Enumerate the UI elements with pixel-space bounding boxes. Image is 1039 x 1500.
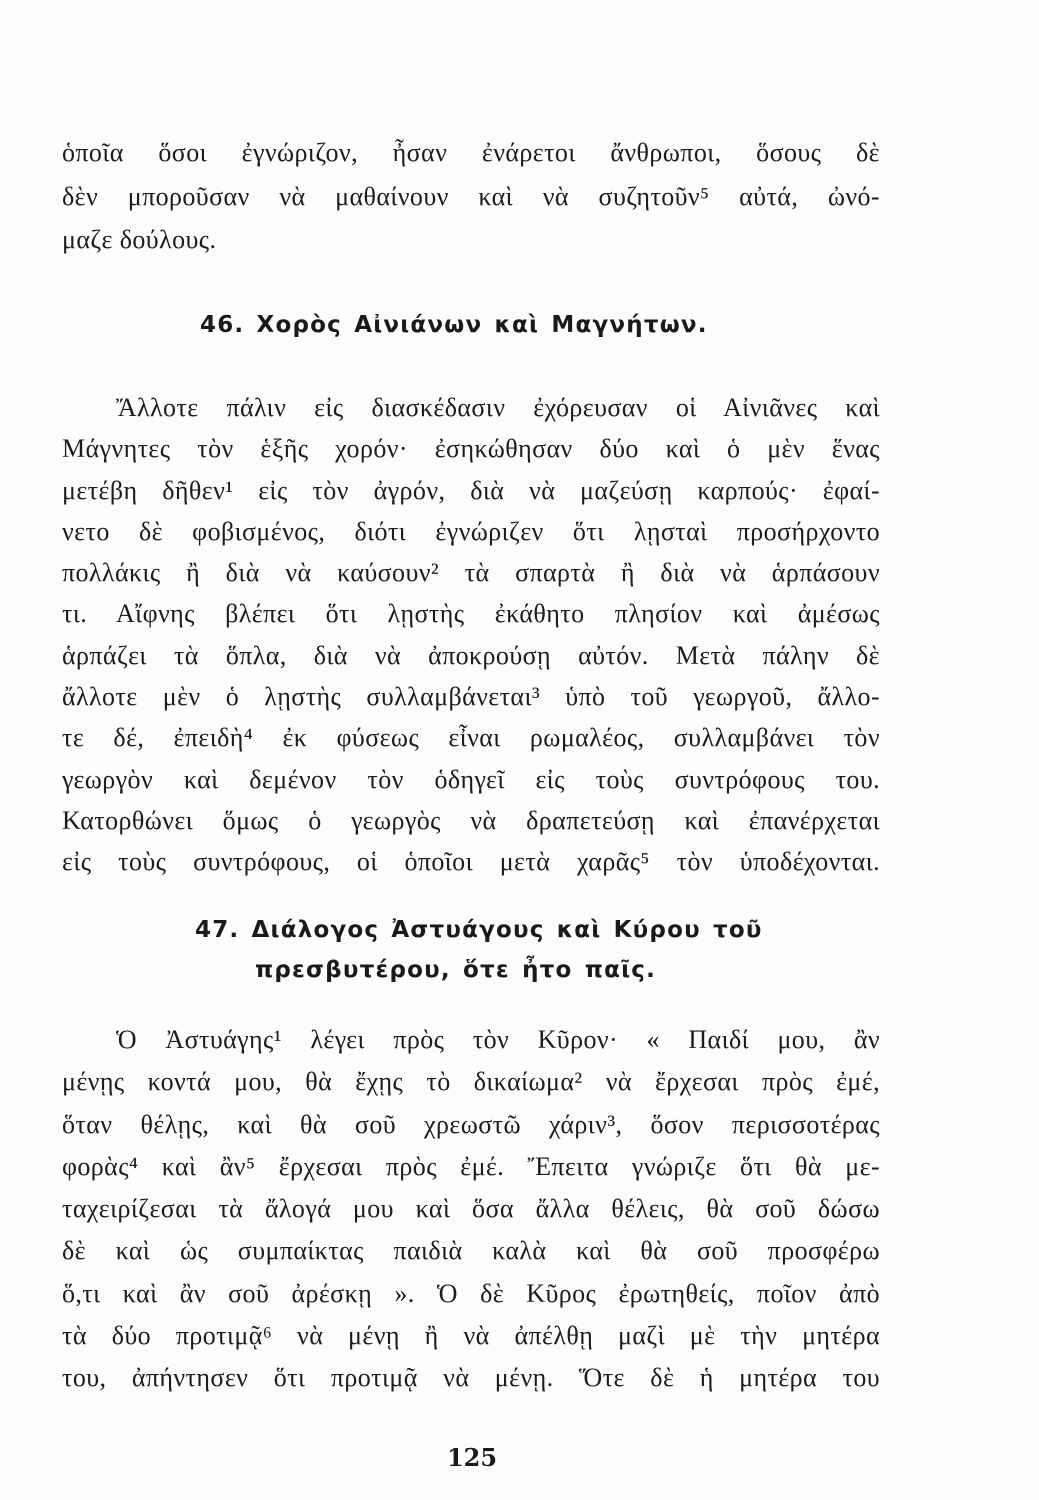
page-number: 125 bbox=[446, 1443, 498, 1472]
text-line: Κατορθώνει ὅμως ὁ γεωργὸς νὰ δραπετεύσῃ καὶ ἐπανέρχεται bbox=[62, 805, 880, 835]
text-line: Ὁ Ἀστυάγης¹ λέγει πρὸς τὸν Κῦρον· « Παιδί μου, ἂν bbox=[116, 1025, 880, 1054]
section-heading: 46. Χορὸς Αἰνιάνων καὶ Μαγνήτων. bbox=[200, 312, 708, 338]
text-line: ταχειρίζεσαι τὰ ἄλογά μου καὶ ὅσα ἄλλα θέλεις, θὰ σοῦ δώσω bbox=[62, 1194, 880, 1223]
text-line: δὲ καὶ ὡς συμπαίκτας παιδιὰ καλὰ καὶ θὰ σοῦ προσφέρω bbox=[62, 1236, 880, 1266]
text-line: νετο δὲ φοβισμένος, διότι ἐγνώριζεν ὅτι λῃσταὶ προσήρχοντο bbox=[62, 516, 880, 546]
text-line: μαζε δούλους. bbox=[62, 225, 217, 254]
text-line: ἁρπάζει τὰ ὅπλα, διὰ νὰ ἀποκρούσῃ αὐτόν. Μετὰ πάλην δὲ bbox=[62, 640, 880, 670]
text-line: πολλάκις ἢ διὰ νὰ καύσουν² τὰ σπαρτὰ ἢ διὰ νὰ ἁρπάσουν bbox=[62, 558, 880, 588]
text-line: του, ἀπήντησεν ὅτι προτιμᾷ νὰ μένῃ. Ὅτε δὲ ἡ μητέρα του bbox=[62, 1363, 880, 1392]
text-line: ὅταν θέλῃς, καὶ θὰ σοῦ χρεωστῶ χάριν³, ὅσον περισσοτέρας bbox=[62, 1109, 880, 1139]
text-line: ὅ,τι καὶ ἂν σοῦ ἀρέσκῃ ». Ὁ δὲ Κῦρος ἐρωτηθείς, ποῖον ἀπὸ bbox=[62, 1278, 880, 1308]
text-line: μένῃς κοντά μου, θὰ ἔχῃς τὸ δικαίωμα² νὰ ἔρχεσαι πρὸς ἐμέ, bbox=[62, 1067, 880, 1097]
text-line: εἰς τοὺς συντρόφους, οἱ ὁποῖοι μετὰ χαρᾶς⁵ τὸν ὑποδέχονται. bbox=[62, 847, 880, 877]
text-line: Μάγνητες τὸν ἑξῆς χορόν· ἐσηκώθησαν δύο καὶ ὁ μὲν ἕνας bbox=[62, 434, 880, 464]
text-line: τι. Αἴφνης βλέπει ὅτι λῃστὴς ἐκάθητο πλησίον καὶ ἀμέσως bbox=[62, 599, 880, 629]
text-line: Ἄλλοτε πάλιν εἰς διασκέδασιν ἐχόρευσαν οἱ Αἰνιᾶνες καὶ bbox=[116, 393, 880, 422]
continuation-paragraph bbox=[62, 131, 880, 262]
text-line: φορὰς⁴ καὶ ἂν⁵ ἔρχεσαι πρὸς ἐμέ. Ἔπειτα γνώριζε ὅτι θὰ με- bbox=[62, 1151, 880, 1181]
section-heading: 47. Διάλογος Ἀστυάγους καὶ Κύρου τοῦ bbox=[195, 917, 763, 943]
section-heading-continuation: πρεσβυτέρου, ὅτε ἦτο παῖς. bbox=[255, 957, 657, 983]
section-47-paragraph bbox=[62, 1019, 880, 1399]
text-line: τὰ δύο προτιμᾷ⁶ νὰ μένῃ ἢ νὰ ἀπέλθῃ μαζὶ μὲ τὴν μητέρα bbox=[62, 1320, 880, 1350]
text-line: δὲν μποροῦσαν νὰ μαθαίνουν καὶ νὰ συζητοῦν⁵ αὐτά, ὠνό- bbox=[62, 181, 880, 211]
text-line: τε δέ, ἐπειδὴ⁴ ἐκ φύσεως εἶναι ρωμαλέος, συλλαμβάνει τὸν bbox=[62, 723, 880, 753]
text-line: γεωργὸν καὶ δεμένον τὸν ὁδηγεῖ εἰς τοὺς συντρόφους του. bbox=[62, 764, 880, 794]
text-line: ὁποῖα ὅσοι ἐγνώριζον, ἦσαν ἐνάρετοι ἄνθρωποι, ὅσους δὲ bbox=[62, 138, 880, 167]
text-line: μετέβη δῆθεν¹ εἰς τὸν ἀγρόν, διὰ νὰ μαζεύσῃ καρπούς· ἐφαί- bbox=[62, 475, 880, 505]
section-46-paragraph bbox=[62, 387, 880, 883]
text-line: ἄλλοτε μὲν ὁ λῃστὴς συλλαμβάνεται³ ὑπὸ τοῦ γεωργοῦ, ἄλλο- bbox=[62, 682, 880, 712]
